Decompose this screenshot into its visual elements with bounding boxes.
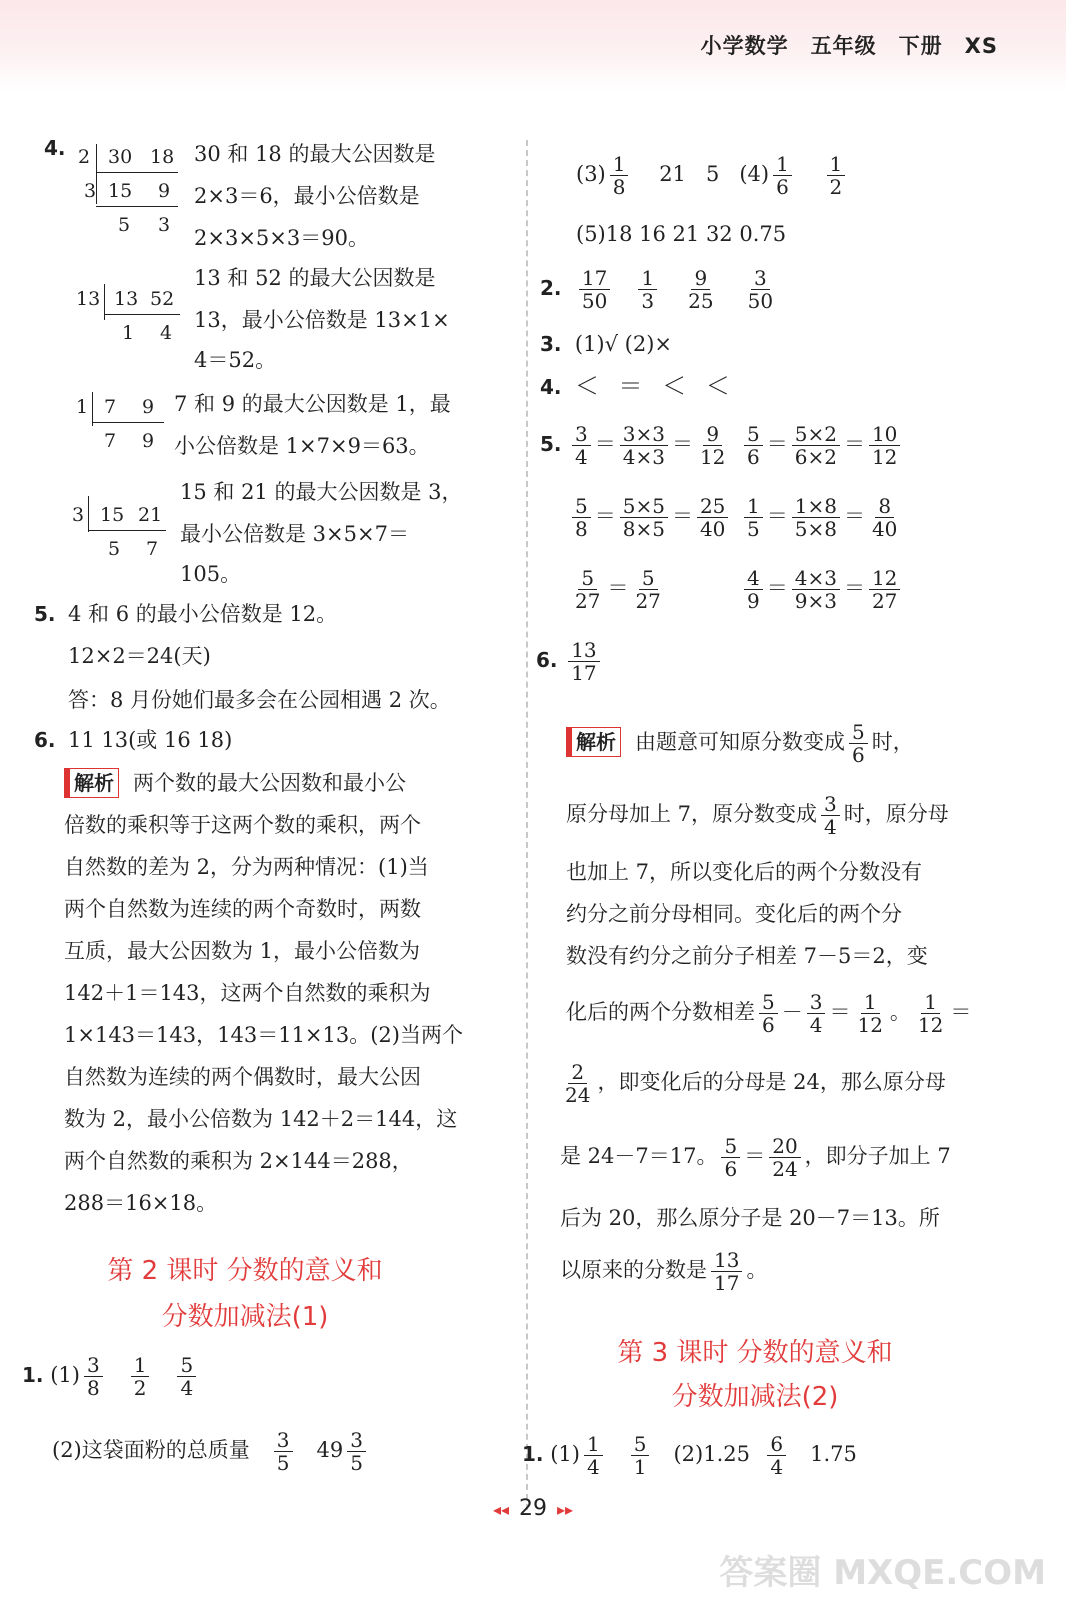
denominator: 6	[762, 1013, 775, 1037]
division-result: 4	[160, 322, 173, 344]
fraction	[347, 1429, 366, 1474]
operator: ＝	[950, 1000, 972, 1024]
fraction	[869, 495, 900, 540]
value: 1.75	[810, 1442, 857, 1466]
analysis-line: 288＝16×18。	[64, 1191, 218, 1215]
denominator: 27	[871, 589, 898, 613]
fraction	[744, 567, 763, 612]
denominator: 8	[575, 517, 588, 541]
analysis-text: 由题意可知原分数变成	[635, 730, 845, 754]
equation: $\frac{3}{4}$ ＝ $\frac{3\times 3}{4\times 3}$ ＝ $\frac{9}{12}$	[568, 418, 732, 470]
equation: $\frac{5}{6}$ ＝ $\frac{5\times 2}{6\times 2}$ ＝ $\frac{10}{12}$	[740, 418, 904, 470]
section-subtitle: 分数加减法(1)	[161, 1302, 329, 1332]
fraction	[769, 1135, 800, 1180]
division-bar	[96, 144, 97, 204]
analysis-text: 是 24－7＝17。	[560, 1144, 718, 1168]
denominator: 6	[724, 1157, 738, 1181]
denominator: 24	[565, 1083, 591, 1107]
denominator: 17	[714, 1271, 740, 1295]
numerator: 3	[821, 793, 840, 816]
denominator: 12	[857, 1013, 883, 1037]
denominator: 3	[641, 289, 655, 313]
analysis-line	[560, 1244, 767, 1296]
answer-text: (1)√ (2)×	[574, 332, 673, 356]
denominator: 4	[770, 1455, 784, 1479]
analysis-line: 两个自然数为连续的两个奇数时，两数	[64, 897, 421, 921]
fraction	[177, 1354, 196, 1399]
analysis-line: 自然数的差为 2，分为两种情况：(1)当	[64, 855, 429, 879]
numerator: 5	[759, 991, 778, 1014]
question-number: 5.	[540, 432, 562, 456]
fraction	[759, 991, 778, 1036]
fraction	[792, 567, 840, 612]
denominator: 4	[809, 1013, 823, 1037]
answer-line	[52, 1424, 370, 1476]
division-result: 5	[108, 538, 121, 560]
denominator: 8	[86, 1376, 100, 1400]
numerator: 5	[572, 495, 591, 518]
denominator: 6×2	[794, 445, 837, 469]
denominator: 25	[688, 289, 714, 313]
fraction	[697, 423, 728, 468]
page-footer	[0, 1496, 1066, 1521]
operator: ＝	[829, 1000, 851, 1024]
denominator: 2	[133, 1376, 147, 1400]
denominator: 4	[575, 445, 588, 469]
denominator: 5	[350, 1451, 364, 1475]
analysis-line: 两个数的最大公因数和最小公	[133, 771, 406, 795]
denominator: 5×8	[794, 517, 837, 541]
analysis-line	[558, 1056, 946, 1108]
division-value: 9	[142, 396, 155, 418]
division-value: 52	[150, 288, 175, 310]
numerator: 1	[921, 991, 940, 1014]
numerator: 13	[711, 1249, 742, 1272]
denominator: 5	[747, 517, 760, 541]
analysis-line: 后为 20，那么原分子是 20－7＝13。所	[560, 1206, 940, 1230]
division-rule	[92, 422, 164, 423]
numerator: 1×8	[792, 495, 840, 518]
analysis-line	[566, 986, 971, 1038]
division-value: 7	[104, 396, 117, 418]
question-number: 4.	[540, 375, 562, 399]
numerator: 6	[767, 1433, 786, 1456]
watermark-logo: 答案圈 MXQE.COM	[719, 1553, 1046, 1593]
punctuation: 。	[746, 1258, 768, 1282]
header-term: 下册	[898, 34, 943, 58]
answer-line: 4 和 6 的最小公倍数是 12。	[68, 602, 338, 626]
numerator: 5	[744, 423, 763, 446]
answer-line: 4＝52。	[194, 348, 277, 372]
analysis-line: 约分之前分母相同。变化后的两个分	[566, 902, 902, 926]
denominator: 4	[824, 815, 837, 839]
answer-line: 12×2＝24(天)	[68, 644, 211, 668]
analysis-block	[64, 762, 474, 1224]
division-result: 3	[158, 214, 171, 236]
division-divisor: 3	[72, 504, 85, 526]
analysis-line: 倍数的乘积等于这两个数的乘积，两个	[64, 813, 421, 837]
analysis-line: 数没有约分之前分子相差 7－5＝2，变	[566, 944, 928, 968]
operator: ＝	[744, 1144, 766, 1168]
fraction	[792, 495, 840, 540]
division-result: 9	[142, 430, 155, 452]
numerator: 5	[721, 1135, 740, 1158]
numerator: 5×2	[792, 423, 840, 446]
fraction	[849, 721, 868, 766]
question-number: 3.	[540, 332, 562, 356]
division-result: 5	[118, 214, 131, 236]
question-number: 6.	[536, 648, 558, 672]
denominator: 12	[917, 1013, 944, 1037]
fraction	[584, 1433, 603, 1478]
sub-label: (1)	[550, 1442, 580, 1466]
question-number: 4.	[44, 136, 66, 160]
analysis-text: ，即变化后的分母是 24，那么原分母	[597, 1070, 946, 1094]
analysis-text: 时，原分母	[843, 802, 949, 826]
numerator: 1	[827, 153, 846, 176]
numerator: 2	[568, 1061, 587, 1084]
answer-line: 13，最小公倍数是 13×1×	[194, 308, 450, 332]
division-divisor: 13	[76, 288, 101, 310]
analysis-line: 142＋1＝143，这两个自然数的乘积为	[64, 981, 431, 1005]
whole-number: 49	[316, 1438, 344, 1462]
division-bar	[92, 392, 93, 426]
fraction	[572, 567, 603, 612]
denominator: 50	[581, 289, 608, 313]
fraction	[745, 267, 776, 312]
numerator: 3×3	[620, 423, 668, 446]
division-value: 30	[108, 146, 133, 168]
denominator: 12	[871, 445, 898, 469]
value: 5	[705, 162, 720, 186]
numerator: 1	[773, 153, 792, 176]
division-result: 1	[122, 322, 135, 344]
denominator: 4×3	[622, 445, 665, 469]
numerator: 1	[861, 991, 880, 1014]
fraction	[631, 1433, 650, 1478]
denominator: 8	[612, 175, 626, 199]
answer-line: 答：8 月份她们最多会在公园相遇 2 次。	[68, 688, 451, 712]
denominator: 50	[747, 289, 774, 313]
numerator: 5	[177, 1354, 196, 1377]
denominator: 4	[180, 1376, 194, 1400]
fraction	[572, 495, 591, 540]
division-divisor: 2	[78, 146, 91, 168]
operator: －	[781, 1000, 803, 1024]
analysis-line: 也加上 7，所以变化后的两个分数没有	[566, 860, 923, 884]
numerator: 4	[744, 567, 763, 590]
numerator: 10	[869, 423, 900, 446]
denominator: 6	[747, 445, 760, 469]
question-number: 5.	[34, 602, 56, 626]
fraction	[274, 1429, 293, 1474]
numerator: 1	[638, 267, 657, 290]
fraction	[620, 495, 668, 540]
answer-line	[540, 374, 736, 399]
numerator: 1	[744, 495, 763, 518]
fraction	[685, 267, 716, 312]
analysis-line: 两个自然数的乘积为 2×144＝288，	[64, 1149, 413, 1173]
denominator: 24	[772, 1157, 798, 1181]
fraction	[773, 153, 792, 198]
equation: $\frac{1}{5}$ ＝ $\frac{1\times 8}{5\times 8}$ ＝ $\frac{8}{40}$	[740, 490, 904, 542]
division-result: 7	[104, 430, 117, 452]
sub-label: (2)这袋面粉的总质量	[52, 1438, 250, 1462]
fraction	[792, 423, 840, 468]
denominator: 40	[699, 517, 726, 541]
denominator: 1	[633, 1455, 647, 1479]
denominator: 27	[635, 589, 661, 613]
denominator: 2	[829, 175, 843, 199]
punctuation: 。	[889, 1000, 911, 1024]
question-number: 1.	[22, 1363, 44, 1387]
value: 21	[659, 162, 686, 186]
denominator: 6	[852, 743, 865, 767]
answer-text: ＜ ＝ ＜ ＜	[574, 372, 736, 400]
numerator: 9	[703, 423, 722, 446]
numerator: 3	[347, 1429, 366, 1452]
numerator: 17	[579, 267, 610, 290]
numerator: 3	[572, 423, 591, 446]
division-rule	[88, 530, 166, 531]
numerator: 1	[131, 1354, 150, 1377]
answer-line: (5)18 16 21 32 0.75	[576, 222, 787, 246]
fraction	[744, 495, 763, 540]
fraction	[869, 567, 900, 612]
fraction	[854, 991, 885, 1036]
sub-label: (2)1.25	[673, 1442, 750, 1466]
division-divisor: 3	[84, 180, 97, 202]
numerator: 8	[875, 495, 894, 518]
fraction	[131, 1354, 150, 1399]
division-value: 15	[100, 504, 125, 526]
denominator: 40	[871, 517, 898, 541]
numerator: 20	[769, 1135, 800, 1158]
division-value: 9	[158, 180, 171, 202]
answer-line: 2×3×5×3＝90。	[194, 226, 369, 250]
answer-line: 15 和 21 的最大公因数是 3，	[180, 480, 463, 504]
equation: $\frac{5}{27}$ ＝ $\frac{5}{27}$	[568, 562, 668, 614]
denominator: 27	[575, 589, 601, 613]
numerator: 25	[697, 495, 728, 518]
answer-line: 最小公倍数是 3×5×7＝	[180, 522, 409, 546]
analysis-line	[560, 1130, 951, 1182]
fraction	[84, 1354, 103, 1399]
division-rule	[96, 172, 178, 173]
analysis-line	[566, 716, 914, 768]
prev-arrows-icon: ◂◂	[492, 1500, 509, 1519]
question-number: 1.	[522, 1442, 544, 1466]
analysis-text: 时，	[871, 730, 914, 754]
analysis-line	[566, 788, 949, 840]
division-value: 13	[114, 288, 139, 310]
page-number: 29	[519, 1496, 547, 1521]
header-edition: XS	[964, 34, 998, 58]
answer-line	[536, 634, 604, 686]
header-subject: 小学数学	[700, 34, 789, 58]
fraction	[562, 1061, 593, 1106]
header-grade: 五年级	[810, 34, 877, 58]
sub-label: (4)	[739, 162, 770, 186]
numerator: 13	[568, 639, 599, 662]
column-divider	[526, 140, 528, 1510]
fraction	[620, 423, 668, 468]
numerator: 5	[639, 567, 658, 590]
fraction	[807, 991, 826, 1036]
numerator: 1	[584, 1433, 603, 1456]
division-result: 7	[146, 538, 159, 560]
answer-line: 小公倍数是 1×7×9＝63。	[174, 434, 430, 458]
numerator: 5	[578, 567, 597, 590]
analysis-tag: 解析	[64, 768, 119, 798]
fraction	[827, 153, 846, 198]
answer-line	[576, 148, 849, 200]
analysis-line: 1×143＝143，143＝11×13。(2)当两个	[64, 1023, 463, 1047]
sub-label: (1)	[50, 1363, 80, 1387]
fraction	[711, 1249, 742, 1294]
denominator: 9×3	[794, 589, 837, 613]
analysis-text: ，即分子加上 7	[804, 1144, 951, 1168]
fraction	[869, 423, 900, 468]
numerator: 4×3	[792, 567, 840, 590]
division-rule	[96, 206, 178, 207]
section-title: 第 2 课时 分数的意义和	[107, 1256, 383, 1286]
fraction	[767, 1433, 786, 1478]
denominator: 6	[776, 175, 789, 199]
fraction	[821, 793, 840, 838]
answer-line: 2×3＝6，最小公倍数是	[194, 184, 420, 208]
division-value: 21	[138, 504, 163, 526]
numerator: 5×5	[620, 495, 668, 518]
fraction	[638, 267, 657, 312]
fraction	[610, 153, 629, 198]
numerator: 3	[751, 267, 770, 290]
answer-line	[522, 1428, 857, 1480]
answer-line	[22, 1348, 200, 1402]
next-arrows-icon: ▸▸	[557, 1500, 574, 1519]
sub-label: (3)	[576, 162, 606, 186]
fraction	[572, 423, 591, 468]
book-header	[679, 30, 998, 60]
fraction	[568, 639, 599, 684]
numerator: 9	[691, 267, 710, 290]
numerator: 12	[869, 567, 900, 590]
numerator: 3	[84, 1354, 103, 1377]
analysis-tag: 解析	[566, 727, 621, 757]
numerator: 3	[274, 1429, 293, 1452]
analysis-line: 自然数为连续的两个偶数时，最大公因	[64, 1065, 421, 1089]
numerator: 5	[631, 1433, 650, 1456]
fraction	[579, 267, 610, 312]
analysis-line: 数为 2，最小公倍数为 142＋2＝144，这	[64, 1107, 458, 1131]
fraction	[915, 991, 946, 1036]
question-number: 2.	[540, 276, 562, 300]
answer-line: 13 和 52 的最大公因数是	[194, 266, 436, 290]
fraction	[697, 495, 728, 540]
denominator: 12	[699, 445, 726, 469]
section-subtitle: 分数加减法(2)	[671, 1382, 839, 1412]
equation: $\frac{4}{9}$ ＝ $\frac{4\times 3}{9\times 3}$ ＝ $\frac{12}{27}$	[740, 562, 904, 614]
answer-line: 30 和 18 的最大公因数是	[194, 142, 436, 166]
numerator: 5	[849, 721, 868, 744]
answer-line: 7 和 9 的最大公因数是 1，最	[174, 392, 451, 416]
denominator: 8×5	[622, 517, 665, 541]
numerator: 3	[807, 991, 826, 1014]
division-value: 18	[150, 146, 175, 168]
analysis-text: 化后的两个分数相差	[566, 1000, 755, 1024]
fraction	[744, 423, 763, 468]
denominator: 17	[571, 661, 597, 685]
equation: $\frac{5}{8}$ ＝ $\frac{5\times 5}{8\times 5}$ ＝ $\frac{25}{40}$	[568, 490, 732, 542]
denominator: 5	[276, 1451, 290, 1475]
denominator: 4	[586, 1455, 600, 1479]
question-number: 6.	[34, 728, 56, 752]
fraction	[632, 567, 663, 612]
answer-line: 105。	[180, 562, 242, 586]
division-value: 15	[108, 180, 133, 202]
fraction	[721, 1135, 740, 1180]
answer-line: 11 13(或 16 18)	[68, 728, 233, 752]
answer-line	[540, 332, 672, 356]
section-title: 第 3 课时 分数的意义和	[617, 1338, 893, 1368]
analysis-text: 以原来的分数是	[560, 1258, 707, 1282]
division-bar	[88, 496, 89, 532]
division-rule	[104, 314, 180, 315]
analysis-text: 原分母加上 7，原分数变成	[566, 802, 818, 826]
answer-line	[540, 262, 780, 314]
division-divisor: 1	[76, 396, 89, 418]
analysis-line: 互质，最大公因数为 1，最小公倍数为	[64, 939, 421, 963]
denominator: 9	[747, 589, 760, 613]
numerator: 1	[610, 153, 629, 176]
